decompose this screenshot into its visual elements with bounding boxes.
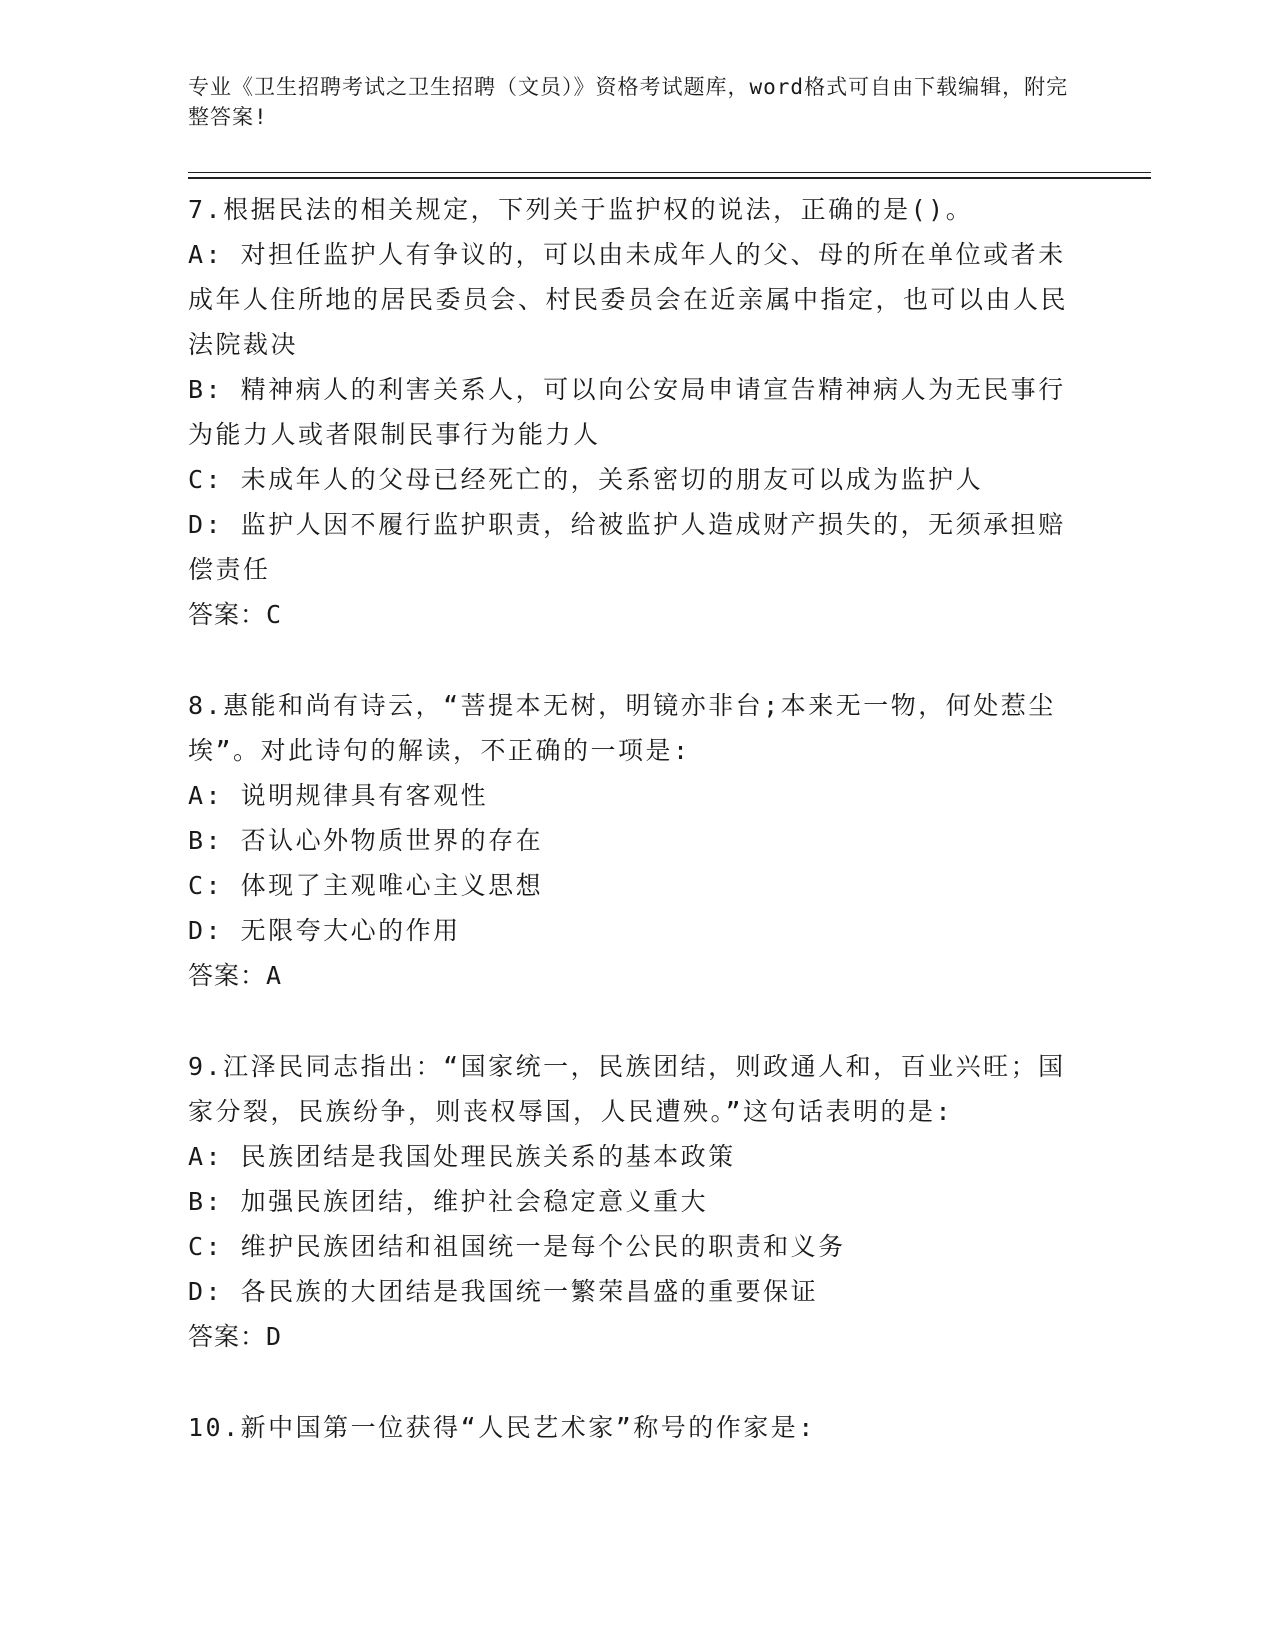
option-a: A: 说明规律具有客观性	[188, 781, 489, 810]
option-c: C: 体现了主观唯心主义思想	[188, 871, 544, 900]
answer-value: C	[266, 600, 283, 629]
header-divider-thin	[188, 172, 1151, 173]
option-d: D: 无限夸大心的作用	[188, 916, 461, 945]
option-c: C: 维护民族团结和祖国统一是每个公民的职责和义务	[188, 1232, 846, 1261]
question-7	[188, 187, 1088, 637]
option-c: C: 未成年人的父母已经死亡的，关系密切的朋友可以成为监护人	[188, 465, 984, 494]
question-list	[188, 187, 1088, 1496]
option-b: B: 否认心外物质世界的存在	[188, 826, 544, 855]
option-a: A: 对担任监护人有争议的，可以由未成年人的父、母的所在单位或者未成年人住所地的居民委员会、村民委员会在近亲属中指定，也可以由人民法院裁决	[188, 240, 1069, 359]
question-text: 8.惠能和尚有诗云，“菩提本无树，明镜亦非台;本来无一物，何处惹尘埃”。对此诗句的解读，不正确的一项是:	[188, 691, 1056, 765]
option-b: B: 精神病人的利害关系人，可以向公安局申请宣告精神病人为无民事行为能力人或者限制民事行为能力人	[188, 375, 1066, 449]
option-a: A: 民族团结是我国处理民族关系的基本政策	[188, 1142, 736, 1171]
question-9	[188, 1044, 1088, 1359]
question-10	[188, 1405, 1088, 1450]
answer-value: A	[266, 961, 283, 990]
option-d: D: 监护人因不履行监护职责，给被监护人造成财产损失的，无须承担赔偿责任	[188, 510, 1066, 584]
answer-line	[188, 1314, 1088, 1359]
question-8	[188, 683, 1088, 998]
option-b: B: 加强民族团结，维护社会稳定意义重大	[188, 1187, 709, 1216]
answer-line	[188, 592, 1088, 637]
header-divider-thick	[188, 177, 1151, 179]
document-header: 专业《卫生招聘考试之卫生招聘（文员）》资格考试题库，word格式可自由下载编辑，附完整答案!	[188, 75, 1069, 129]
answer-value: D	[266, 1322, 283, 1351]
question-text: 9.江泽民同志指出：“国家统一，民族团结，则政通人和，百业兴旺；国家分裂，民族纷争，则丧权辱国，人民遭殃。”这句话表明的是:	[188, 1052, 1066, 1126]
question-text: 7.根据民法的相关规定，下列关于监护权的说法，正确的是()。	[188, 195, 974, 224]
answer-label: 答案：	[188, 961, 267, 990]
question-text: 10.新中国第一位获得“人民艺术家”称号的作家是:	[188, 1413, 816, 1442]
answer-line	[188, 953, 1088, 998]
answer-label: 答案：	[188, 600, 267, 629]
option-d: D: 各民族的大团结是我国统一繁荣昌盛的重要保证	[188, 1277, 819, 1306]
answer-label: 答案：	[188, 1322, 267, 1351]
